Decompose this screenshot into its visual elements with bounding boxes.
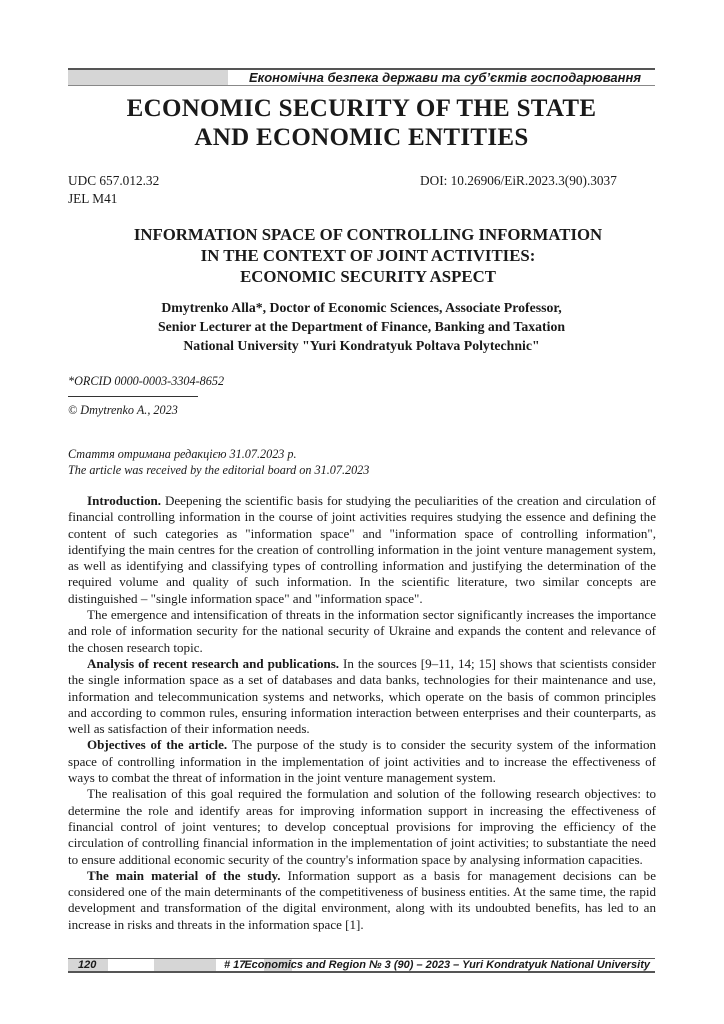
- article-title-line: ECONOMIC SECURITY ASPECT: [240, 267, 496, 286]
- section-title-line-1: ECONOMIC SECURITY OF THE STATE: [126, 95, 597, 122]
- paragraph-heading: Objectives of the article.: [87, 737, 228, 753]
- received-date-ua: Стаття отримана редакцією 31.07.2023 р.: [68, 447, 297, 461]
- paragraph-text: Information support as a basis for management decisions can be considered one of the main determinants of the competitiveness of business entities. At the same time, the rapid development and transformation of the digital environment, along with its undoubted benefits, has led to an increase in risks and threats in the information space [1].: [68, 867, 656, 932]
- paragraph-text: In the sources [9–11, 14; 15] shows that scientists consider the single information space as a set of databases and data banks, technologies for their maintenance and use, information and telecommunication systems and networks, which operate on the basis of common principles and according to common rules, ensuring information interaction between enterprises and their counterparts, as well as satisfaction of their information needs.: [68, 655, 656, 737]
- udc-code: UDC 657.012.32: [68, 173, 160, 188]
- page-number: 120: [78, 959, 97, 971]
- article-body: [68, 493, 656, 933]
- paragraph-heading: Analysis of recent research and publications.: [87, 655, 340, 671]
- running-head-shade: [68, 70, 228, 85]
- paragraph-heading: The main material of the study.: [87, 867, 281, 883]
- paragraph-objectives: [68, 737, 656, 786]
- section-title: [68, 94, 655, 152]
- section-title-line-2: AND ECONOMIC ENTITIES: [194, 124, 529, 151]
- issue-number: # 17: [224, 959, 246, 971]
- article-title-line: INFORMATION SPACE OF CONTROLLING INFORMATION: [133, 225, 603, 244]
- doi: DOI: 10.26906/EiR.2023.3(90).3037: [420, 173, 617, 188]
- running-head-text: Економічна безпека держави та суб’єктів господарювання: [248, 70, 641, 85]
- paragraph-threats: The emergence and intensification of threats in the information sector significantly increases the importance and role of information security for the national security of Ukraine and expands the content and relevance of the chosen research topic.: [68, 607, 656, 655]
- orcid: *ORCID 0000-0003-3304-8652: [68, 374, 225, 388]
- running-head: [68, 68, 655, 86]
- footnote-rule: [68, 396, 198, 397]
- page-footer: [68, 958, 655, 973]
- paragraph-heading: Introduction.: [87, 493, 162, 508]
- paragraph-text: The purpose of the study is to consider the security system of the information space of controlling information in the implementation of joint activities and to increase the effectiveness of ways to combat the threat of information in the joint venture management system.: [68, 737, 656, 786]
- paragraph-text: Deepening the scientific basis for studying the peculiarities of the creation and circulation of financial controlling information in the course of joint activities requires studying the essence and defining the content of such categories as "information space" and "information space of controlling information", identifying the main centres for the creation of controlling information in the joint venture management system, as well as identifying and classifying types of controlling information and justifying the determination of the required volume and quality of such information. In the scientific literature, two similar concepts are distinguished – "single information space" and "information space".: [68, 493, 656, 606]
- author-block: [68, 298, 655, 355]
- received-date-en: The article was received by the editorial board on 31.07.2023: [68, 463, 370, 477]
- paragraph-introduction: [68, 493, 656, 607]
- copyright: © Dmytrenko A., 2023: [68, 403, 178, 417]
- journal-info: Economics and Region № 3 (90) – 2023 – Yuri Kondratyuk National University: [244, 959, 650, 971]
- article-title-line: IN THE CONTEXT OF JOINT ACTIVITIES:: [200, 246, 536, 265]
- author-line: Dmytrenko Alla*, Doctor of Economic Sciences, Associate Professor,: [161, 300, 562, 315]
- author-line: Senior Lecturer at the Department of Finance, Banking and Taxation: [157, 319, 566, 334]
- footer-shade-middle: [154, 959, 216, 971]
- jel-code: JEL M41: [68, 191, 118, 206]
- paragraph-research-objectives: The realisation of this goal required the formulation and solution of the following research objectives: to determine the role and identify areas for improving information support in increasing the effectiveness of financial control of joint ventures; to develop conceptual provisions for improving the efficiency of the circulation of controlling financial information in the implementation of joint activities; to substantiate the need to ensure additional economic security of the country's information space by analysing information capacities.: [68, 786, 656, 867]
- paragraph-analysis: [68, 656, 656, 737]
- paragraph-main-material: [68, 868, 656, 933]
- article-title: [68, 224, 668, 287]
- author-line: National University "Yuri Kondratyuk Poltava Polytechnic": [183, 338, 540, 353]
